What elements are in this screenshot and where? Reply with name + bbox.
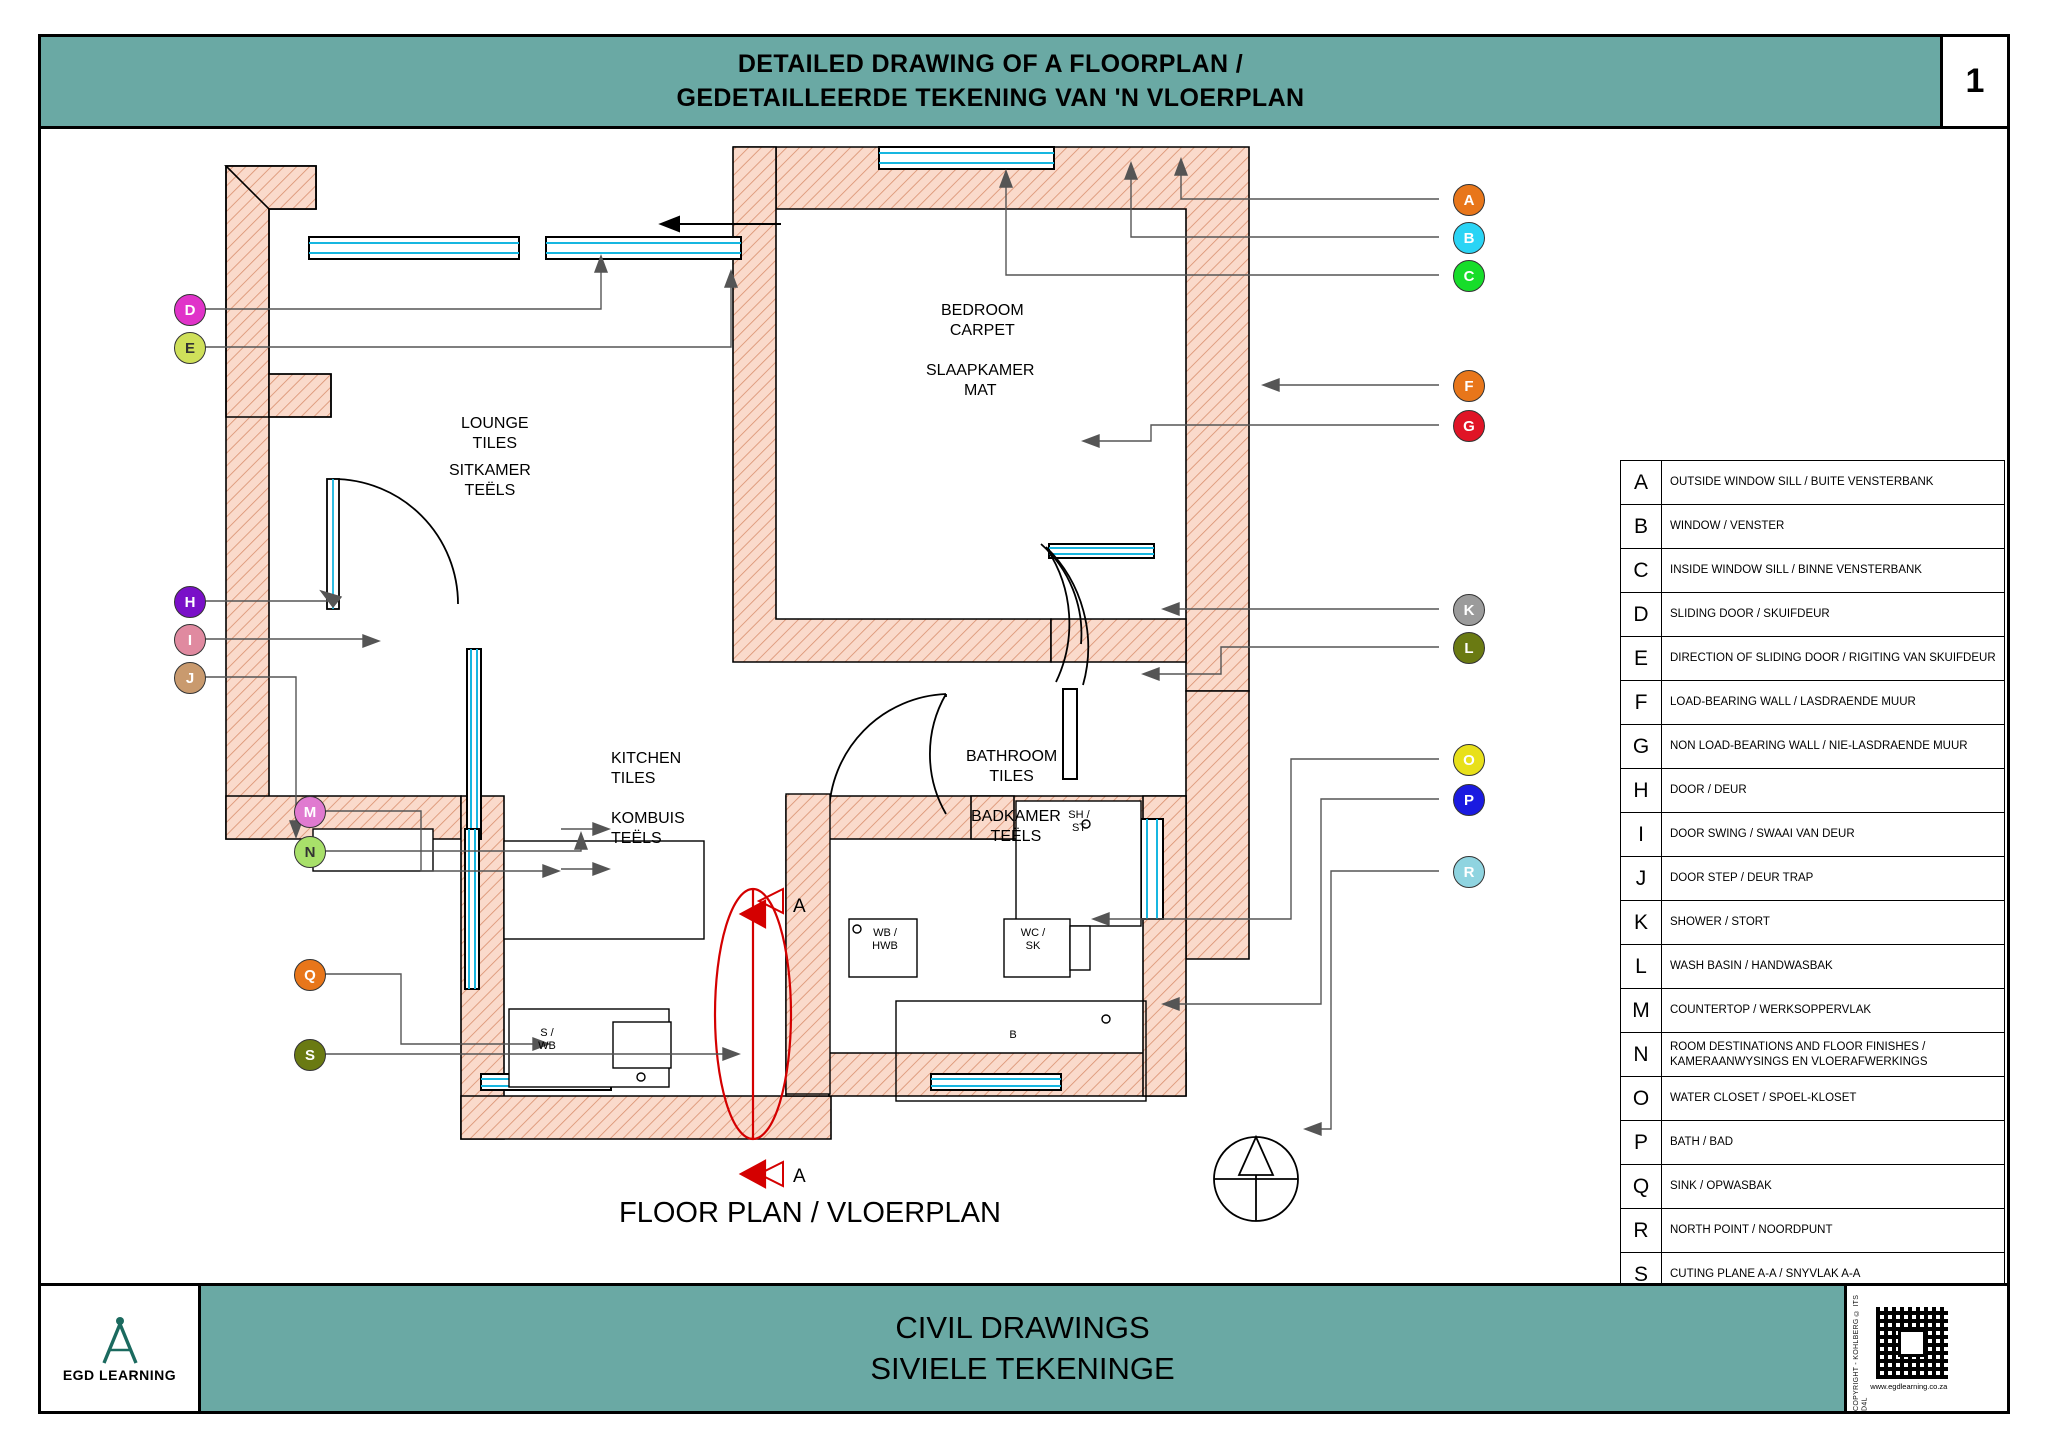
qr-block <box>1870 1307 1948 1391</box>
legend-row <box>1621 681 2004 725</box>
marker-bubble-n[interactable]: N <box>294 836 326 868</box>
door-step <box>313 829 433 871</box>
marker-bubble-j[interactable]: J <box>174 662 206 694</box>
legend-row <box>1621 1121 2004 1165</box>
title-line-1: DETAILED DRAWING OF A FLOORPLAN / <box>737 49 1244 78</box>
legend-key: G <box>1621 725 1662 768</box>
cutting-plane-arrowheads <box>759 889 783 1186</box>
legend-key: F <box>1621 681 1662 724</box>
legend-description: NON LOAD-BEARING WALL / NIE-LASDRAENDE MUUR <box>1670 740 1968 753</box>
legend-row <box>1621 461 2004 505</box>
legend-row <box>1621 769 2004 813</box>
legend-description: DOOR SWING / SWAAI VAN DEUR <box>1670 828 1855 841</box>
legend-key: H <box>1621 769 1662 812</box>
sink-fixture <box>613 1022 671 1068</box>
title-line-2: GEDETAILLEERDE TEKENING VAN 'N VLOERPLAN <box>676 83 1305 112</box>
legend-row <box>1621 505 2004 549</box>
fixture-label-wash-basin: WB / HWB <box>872 927 898 953</box>
marker-bubble-l[interactable]: L <box>1453 632 1485 664</box>
legend-key: L <box>1621 945 1662 988</box>
room-label-lounge: LOUNGE TILES <box>461 415 529 452</box>
legend-row <box>1621 989 2004 1033</box>
website-url[interactable]: www.egdlearning.co.za <box>1870 1381 1948 1391</box>
room-label-bathroom: BATHROOM TILES <box>966 748 1058 785</box>
room-label-bedroom-af: SLAAPKAMER MAT <box>926 362 1035 399</box>
legend-description: INSIDE WINDOW SILL / BINNE VENSTERBANK <box>1670 564 1922 577</box>
legend-description: WASH BASIN / HANDWASBAK <box>1670 960 1833 973</box>
marker-bubble-q[interactable]: Q <box>294 959 326 991</box>
legend-description: CUTING PLANE A-A / SNYVLAK A-A <box>1670 1268 1861 1281</box>
room-label-bedroom: BEDROOM CARPET <box>941 302 1024 339</box>
legend-description: ROOM DESTINATIONS AND FLOOR FINISHES / KAMERAANWYSINGS EN VLOERAFWERKINGS <box>1670 1040 1928 1068</box>
qr-code-icon[interactable] <box>1876 1307 1948 1379</box>
legend-row <box>1621 725 2004 769</box>
marker-bubble-p[interactable]: P <box>1453 784 1485 816</box>
legend-description: SINK / OPWASBAK <box>1670 1180 1772 1193</box>
legend-row <box>1621 857 2004 901</box>
fixture-label-shower: SH / ST <box>1068 809 1090 835</box>
room-label-kitchen: KITCHEN TILES <box>611 750 682 787</box>
legend-description: COUNTERTOP / WERKSOPPERVLAK <box>1670 1004 1872 1017</box>
legend-row <box>1621 901 2004 945</box>
room-label-bathroom-af: BADKAMER TEËLS <box>971 808 1061 845</box>
marker-bubble-m[interactable]: M <box>294 796 326 828</box>
legend-description: BATH / BAD <box>1670 1136 1734 1149</box>
legend-description: NORTH POINT / NOORDPUNT <box>1670 1224 1833 1237</box>
legend-row <box>1621 593 2004 637</box>
room-label-lounge-af: SITKAMER TEËLS <box>449 462 531 499</box>
footer-title <box>201 1286 1847 1411</box>
marker-bubble-c[interactable]: C <box>1453 260 1485 292</box>
room-label-kitchen-af: KOMBUIS TEËLS <box>611 810 685 847</box>
legend-description: LOAD-BEARING WALL / LASDRAENDE MUUR <box>1670 696 1916 709</box>
fixture-label-water-closet: WC / SK <box>1020 927 1046 953</box>
marker-bubble-d[interactable]: D <box>174 294 206 326</box>
legend-key: Q <box>1621 1165 1662 1208</box>
legend-key: M <box>1621 989 1662 1032</box>
logo-label: EGD LEARNING <box>62 1366 177 1383</box>
copyright-text: COPYRIGHT - KOHLBERG © ITS D4L <box>1853 1294 1869 1411</box>
legend-key: B <box>1621 505 1662 548</box>
legend-key: S <box>1621 1253 1662 1296</box>
countertop <box>504 841 704 939</box>
legend-table <box>1620 460 2005 1297</box>
legend-row <box>1621 1033 2004 1077</box>
fixture-label-sink: S / WB <box>538 1027 556 1053</box>
legend-key: J <box>1621 857 1662 900</box>
footer-block <box>41 1283 2007 1411</box>
marker-bubble-s[interactable]: S <box>294 1039 326 1071</box>
legend-key: N <box>1621 1033 1662 1076</box>
plan-title: FLOOR PLAN / VLOERPLAN <box>619 1197 1001 1229</box>
legend-row <box>1621 1165 2004 1209</box>
marker-bubble-e[interactable]: E <box>174 332 206 364</box>
logo-block <box>41 1286 201 1411</box>
legend-description: WATER CLOSET / SPOEL-KLOSET <box>1670 1092 1857 1105</box>
legend-key: C <box>1621 549 1662 592</box>
marker-bubble-a[interactable]: A <box>1453 184 1485 216</box>
marker-bubble-i[interactable]: I <box>174 624 206 656</box>
marker-bubble-k[interactable]: K <box>1453 594 1485 626</box>
legend-description: DOOR STEP / DEUR TRAP <box>1670 872 1814 885</box>
marker-bubble-f[interactable]: F <box>1453 370 1485 402</box>
legend-row <box>1621 637 2004 681</box>
legend-key: P <box>1621 1121 1662 1164</box>
marker-bubble-b[interactable]: B <box>1453 222 1485 254</box>
cutting-plane <box>715 889 791 1187</box>
title-block <box>41 37 1943 129</box>
legend-row <box>1621 549 2004 593</box>
legend-key: O <box>1621 1077 1662 1120</box>
sheet-number: 1 <box>1943 37 2007 129</box>
legend-key: A <box>1621 461 1662 504</box>
footer-meta <box>1847 1286 2007 1411</box>
legend-key: D <box>1621 593 1662 636</box>
legend-description: SLIDING DOOR / SKUIFDEUR <box>1670 608 1830 621</box>
fixture-label-bath: B <box>1009 1029 1017 1041</box>
compass-icon <box>97 1315 143 1367</box>
walls <box>226 147 1249 1139</box>
marker-bubble-r[interactable]: R <box>1453 856 1485 888</box>
marker-bubble-o[interactable]: O <box>1453 744 1485 776</box>
legend-row <box>1621 813 2004 857</box>
section-mark-bottom-label: A <box>793 1166 806 1187</box>
footer-title-line-1: CIVIL DRAWINGS <box>895 1310 1150 1346</box>
marker-bubble-h[interactable]: H <box>174 586 206 618</box>
legend-row <box>1621 945 2004 989</box>
north-point <box>1214 1137 1298 1221</box>
legend-description: DIRECTION OF SLIDING DOOR / RIGITING VAN SKUIFDEUR <box>1670 652 1996 665</box>
legend-description: OUTSIDE WINDOW SILL / BUITE VENSTERBANK <box>1670 476 1934 489</box>
marker-bubble-g[interactable]: G <box>1453 410 1485 442</box>
legend-row <box>1621 1077 2004 1121</box>
legend-description: SHOWER / STORT <box>1670 916 1770 929</box>
legend-key: K <box>1621 901 1662 944</box>
legend-key: I <box>1621 813 1662 856</box>
legend-row <box>1621 1209 2004 1253</box>
legend-key: R <box>1621 1209 1662 1252</box>
legend-description: DOOR / DEUR <box>1670 784 1747 797</box>
footer-title-line-2: SIVIELE TEKENINGE <box>870 1350 1175 1386</box>
legend-key: E <box>1621 637 1662 680</box>
section-mark-top-label: A <box>793 896 806 917</box>
legend-description: WINDOW / VENSTER <box>1670 520 1785 533</box>
